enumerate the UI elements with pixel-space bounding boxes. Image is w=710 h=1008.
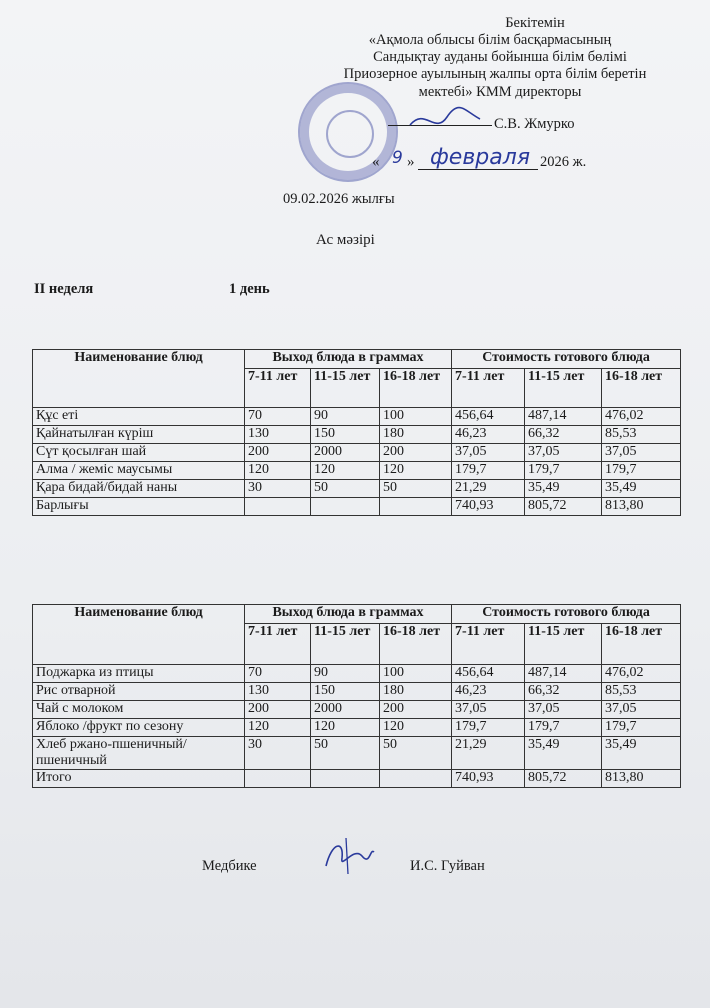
cell: 35,49 xyxy=(602,480,681,498)
cell: 130 xyxy=(245,683,311,701)
header-age: 7-11 лет xyxy=(452,624,525,665)
cell xyxy=(311,498,380,516)
cell: 66,32 xyxy=(525,426,602,444)
cell: 120 xyxy=(245,719,311,737)
cell: 179,7 xyxy=(602,719,681,737)
menu-title: Ас мәзірі xyxy=(316,232,375,248)
cell: 200 xyxy=(245,444,311,462)
cell: 70 xyxy=(245,408,311,426)
cell: 50 xyxy=(311,480,380,498)
total-row xyxy=(33,498,681,516)
cell: 85,53 xyxy=(602,426,681,444)
table-row xyxy=(33,683,681,701)
header-age: 16-18 лет xyxy=(602,369,681,408)
cell: 46,23 xyxy=(452,426,525,444)
header-cost: Стоимость готового блюда xyxy=(452,605,681,624)
header-cost: Стоимость готового блюда xyxy=(452,350,681,369)
table-row xyxy=(33,480,681,498)
dish-name: Хлеб ржано-пшеничный/пшеничный xyxy=(33,737,245,770)
day-label: 1 день xyxy=(229,281,270,297)
cell: 487,14 xyxy=(525,408,602,426)
cell: 120 xyxy=(380,719,452,737)
document-date: 09.02.2026 жылғы xyxy=(283,191,395,207)
cell: 740,93 xyxy=(452,770,525,788)
header-age: 7-11 лет xyxy=(245,624,311,665)
director-signature xyxy=(405,105,485,133)
cell: 21,29 xyxy=(452,737,525,770)
cell: 456,64 xyxy=(452,408,525,426)
dish-name: Яблоко /фрукт по сезону xyxy=(33,719,245,737)
director-name: С.В. Жмурко xyxy=(494,116,575,132)
cell: 179,7 xyxy=(452,719,525,737)
table-row xyxy=(33,737,681,770)
cell: 37,05 xyxy=(602,444,681,462)
cell: 100 xyxy=(380,665,452,683)
cell: 456,64 xyxy=(452,665,525,683)
nurse-signature xyxy=(318,836,378,876)
cell: 37,05 xyxy=(525,444,602,462)
cell: 200 xyxy=(380,701,452,719)
cell: 50 xyxy=(380,480,452,498)
total-label: Итого xyxy=(33,770,245,788)
week-label: II неделя xyxy=(34,281,94,297)
date-day: 9 xyxy=(392,148,403,168)
cell: 50 xyxy=(311,737,380,770)
cell: 805,72 xyxy=(525,498,602,516)
nurse-name: И.С. Гуйван xyxy=(410,858,485,874)
total-row xyxy=(33,770,681,788)
date-year: 2026 ж. xyxy=(540,154,587,170)
menu-table-ru xyxy=(32,604,681,788)
nurse-role: Медбике xyxy=(202,858,257,874)
cell: 805,72 xyxy=(525,770,602,788)
cell: 200 xyxy=(380,444,452,462)
header-age: 16-18 лет xyxy=(380,369,452,408)
header-age: 11-15 лет xyxy=(311,624,380,665)
cell: 120 xyxy=(311,719,380,737)
cell: 813,80 xyxy=(602,770,681,788)
cell xyxy=(245,770,311,788)
header-age: 11-15 лет xyxy=(525,624,602,665)
cell: 179,7 xyxy=(525,719,602,737)
date-line xyxy=(418,168,538,170)
cell: 30 xyxy=(245,737,311,770)
cell: 30 xyxy=(245,480,311,498)
seal-emblem xyxy=(326,110,374,158)
header-age: 7-11 лет xyxy=(452,369,525,408)
cell: 37,05 xyxy=(602,701,681,719)
cell: 150 xyxy=(311,683,380,701)
cell: 120 xyxy=(380,462,452,480)
dish-name: Қайнатылған күріш xyxy=(33,426,245,444)
cell: 37,05 xyxy=(525,701,602,719)
cell xyxy=(380,770,452,788)
cell: 35,49 xyxy=(525,737,602,770)
menu-table-kz xyxy=(32,349,681,516)
cell: 66,32 xyxy=(525,683,602,701)
dish-name: Чай с молоком xyxy=(33,701,245,719)
table-row xyxy=(33,408,681,426)
cell: 200 xyxy=(245,701,311,719)
header-yield: Выход блюда в граммах xyxy=(245,605,452,624)
cell xyxy=(245,498,311,516)
dish-name: Рис отварной xyxy=(33,683,245,701)
date-month: февраля xyxy=(430,145,531,170)
header-age: 16-18 лет xyxy=(602,624,681,665)
cell: 50 xyxy=(380,737,452,770)
cell: 476,02 xyxy=(602,665,681,683)
cell: 150 xyxy=(311,426,380,444)
cell: 100 xyxy=(380,408,452,426)
approval-heading: Бекітемін xyxy=(505,15,565,31)
table-row xyxy=(33,665,681,683)
cell: 130 xyxy=(245,426,311,444)
cell: 487,14 xyxy=(525,665,602,683)
cell: 70 xyxy=(245,665,311,683)
approval-line-2: «Ақмола облысы білім басқармасының xyxy=(368,32,612,48)
header-dish: Наименование блюд xyxy=(33,605,245,665)
approval-line-5: мектебі» КММ директоры xyxy=(418,84,582,100)
dish-name: Алма / жеміс маусымы xyxy=(33,462,245,480)
dish-name: Қара бидай/бидай наны xyxy=(33,480,245,498)
dish-name: Құс еті xyxy=(33,408,245,426)
cell: 179,7 xyxy=(452,462,525,480)
cell: 37,05 xyxy=(452,444,525,462)
approval-line-4: Приозерное ауылының жалпы орта білім беретін xyxy=(343,66,647,82)
table-row xyxy=(33,719,681,737)
cell: 2000 xyxy=(311,701,380,719)
header-age: 11-15 лет xyxy=(525,369,602,408)
cell: 90 xyxy=(311,665,380,683)
dish-name: Сүт қосылған шай xyxy=(33,444,245,462)
header-age: 16-18 лет xyxy=(380,624,452,665)
cell: 120 xyxy=(245,462,311,480)
cell: 35,49 xyxy=(602,737,681,770)
cell: 37,05 xyxy=(452,701,525,719)
date-open-quote: « xyxy=(372,154,380,170)
cell: 476,02 xyxy=(602,408,681,426)
total-label: Барлығы xyxy=(33,498,245,516)
cell: 180 xyxy=(380,683,452,701)
cell: 21,29 xyxy=(452,480,525,498)
table-row xyxy=(33,444,681,462)
cell: 120 xyxy=(311,462,380,480)
cell: 740,93 xyxy=(452,498,525,516)
cell: 90 xyxy=(311,408,380,426)
header-dish: Наименование блюд xyxy=(33,350,245,408)
dish-name: Поджарка из птицы xyxy=(33,665,245,683)
header-age: 7-11 лет xyxy=(245,369,311,408)
cell xyxy=(311,770,380,788)
cell: 35,49 xyxy=(525,480,602,498)
cell: 85,53 xyxy=(602,683,681,701)
cell: 179,7 xyxy=(525,462,602,480)
table-row xyxy=(33,462,681,480)
header-age: 11-15 лет xyxy=(311,369,380,408)
cell: 180 xyxy=(380,426,452,444)
header-yield: Выход блюда в граммах xyxy=(245,350,452,369)
approval-line-3: Сандықтау ауданы бойынша білім бөлімі xyxy=(373,49,627,65)
cell xyxy=(380,498,452,516)
date-close-quote: » xyxy=(407,154,415,170)
table-row xyxy=(33,426,681,444)
cell: 179,7 xyxy=(602,462,681,480)
cell: 813,80 xyxy=(602,498,681,516)
table-row xyxy=(33,701,681,719)
cell: 46,23 xyxy=(452,683,525,701)
cell: 2000 xyxy=(311,444,380,462)
